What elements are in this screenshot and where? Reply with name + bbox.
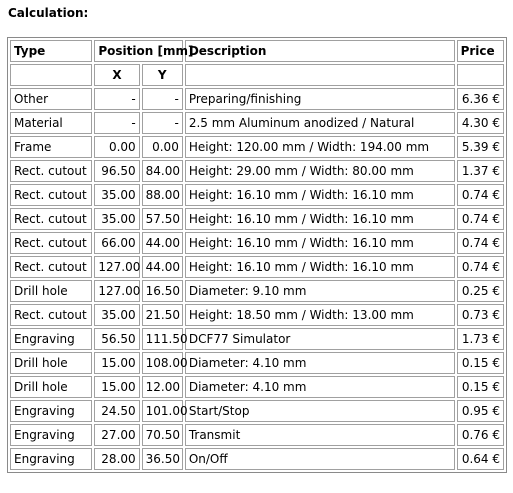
- cell-price: 1.73 €: [457, 328, 504, 350]
- cell-type: Rect. cutout: [10, 304, 92, 326]
- table-row: [10, 208, 504, 230]
- cell-x: 96.50: [94, 160, 139, 182]
- cell-y: 12.00: [142, 376, 183, 398]
- cell-x: 0.00: [94, 136, 139, 158]
- cell-x: 27.00: [94, 424, 139, 446]
- table-row: [10, 280, 504, 302]
- table-row: [10, 400, 504, 422]
- cell-type: Rect. cutout: [10, 208, 92, 230]
- header-type: Type: [10, 40, 92, 62]
- cell-type: Rect. cutout: [10, 160, 92, 182]
- cell-price: 0.73 €: [457, 304, 504, 326]
- cell-type: Rect. cutout: [10, 232, 92, 254]
- table-row: [10, 328, 504, 350]
- cell-type: Rect. cutout: [10, 184, 92, 206]
- cell-description: Height: 18.50 mm / Width: 13.00 mm: [185, 304, 455, 326]
- cell-description: Transmit: [185, 424, 455, 446]
- header-y: Y: [142, 64, 183, 86]
- subheader-empty-type: [10, 64, 92, 86]
- cell-description: Start/Stop: [185, 400, 455, 422]
- cell-y: 84.00: [142, 160, 183, 182]
- cell-y: 36.50: [142, 448, 183, 470]
- cell-price: 0.74 €: [457, 256, 504, 278]
- subheader-row: [10, 64, 504, 86]
- table-row: [10, 88, 504, 110]
- cell-x: 127.00: [94, 280, 139, 302]
- cell-price: 4.30 €: [457, 112, 504, 134]
- cell-type: Drill hole: [10, 352, 92, 374]
- table-row: [10, 160, 504, 182]
- cell-type: Engraving: [10, 448, 92, 470]
- cell-y: 108.00: [142, 352, 183, 374]
- cell-x: -: [94, 88, 139, 110]
- table-row: [10, 424, 504, 446]
- cell-y: -: [142, 112, 183, 134]
- cell-description: Height: 16.10 mm / Width: 16.10 mm: [185, 232, 455, 254]
- table-row: [10, 184, 504, 206]
- subheader-empty-price: [457, 64, 504, 86]
- cell-y: 70.50: [142, 424, 183, 446]
- table-row: [10, 376, 504, 398]
- cell-description: DCF77 Simulator: [185, 328, 455, 350]
- cell-description: Height: 29.00 mm / Width: 80.00 mm: [185, 160, 455, 182]
- cell-description: Height: 16.10 mm / Width: 16.10 mm: [185, 208, 455, 230]
- cell-x: 24.50: [94, 400, 139, 422]
- cell-y: 0.00: [142, 136, 183, 158]
- cell-x: 35.00: [94, 208, 139, 230]
- table-row: [10, 232, 504, 254]
- table-row: [10, 136, 504, 158]
- cell-description: On/Off: [185, 448, 455, 470]
- cell-price: 0.74 €: [457, 232, 504, 254]
- cell-y: 88.00: [142, 184, 183, 206]
- cell-type: Engraving: [10, 328, 92, 350]
- cell-type: Engraving: [10, 424, 92, 446]
- cell-price: 0.25 €: [457, 280, 504, 302]
- cell-type: Material: [10, 112, 92, 134]
- cell-x: 56.50: [94, 328, 139, 350]
- cell-price: 0.64 €: [457, 448, 504, 470]
- cell-y: 21.50: [142, 304, 183, 326]
- cell-x: 15.00: [94, 352, 139, 374]
- cell-x: 15.00: [94, 376, 139, 398]
- page-heading: Calculation:: [8, 6, 89, 20]
- cell-price: 0.76 €: [457, 424, 504, 446]
- cell-price: 0.95 €: [457, 400, 504, 422]
- header-description: Description: [185, 40, 455, 62]
- cell-description: Height: 120.00 mm / Width: 194.00 mm: [185, 136, 455, 158]
- header-x: X: [94, 64, 139, 86]
- cell-y: -: [142, 88, 183, 110]
- cell-description: Diameter: 4.10 mm: [185, 376, 455, 398]
- cell-y: 44.00: [142, 232, 183, 254]
- cell-y: 101.00: [142, 400, 183, 422]
- cell-description: Height: 16.10 mm / Width: 16.10 mm: [185, 256, 455, 278]
- cell-type: Engraving: [10, 400, 92, 422]
- table-row: [10, 112, 504, 134]
- calculation-table: [7, 37, 507, 473]
- cell-description: Height: 16.10 mm / Width: 16.10 mm: [185, 184, 455, 206]
- cell-description: 2.5 mm Aluminum anodized / Natural: [185, 112, 455, 134]
- cell-type: Other: [10, 88, 92, 110]
- cell-y: 44.00: [142, 256, 183, 278]
- table-row: [10, 448, 504, 470]
- cell-description: Diameter: 9.10 mm: [185, 280, 455, 302]
- table-row: [10, 304, 504, 326]
- cell-type: Drill hole: [10, 280, 92, 302]
- cell-y: 111.50: [142, 328, 183, 350]
- cell-price: 6.36 €: [457, 88, 504, 110]
- cell-type: Drill hole: [10, 376, 92, 398]
- cell-x: 28.00: [94, 448, 139, 470]
- table-row: [10, 352, 504, 374]
- header-position: Position [mm]: [94, 40, 182, 62]
- cell-x: -: [94, 112, 139, 134]
- table-row: [10, 256, 504, 278]
- cell-type: Rect. cutout: [10, 256, 92, 278]
- cell-price: 0.74 €: [457, 184, 504, 206]
- cell-description: Diameter: 4.10 mm: [185, 352, 455, 374]
- table-body: [10, 88, 504, 470]
- cell-price: 5.39 €: [457, 136, 504, 158]
- cell-x: 66.00: [94, 232, 139, 254]
- cell-x: 127.00: [94, 256, 139, 278]
- cell-price: 0.15 €: [457, 376, 504, 398]
- cell-price: 1.37 €: [457, 160, 504, 182]
- cell-y: 16.50: [142, 280, 183, 302]
- cell-price: 0.74 €: [457, 208, 504, 230]
- cell-y: 57.50: [142, 208, 183, 230]
- subheader-empty-description: [185, 64, 455, 86]
- header-row: [10, 40, 504, 62]
- cell-description: Preparing/finishing: [185, 88, 455, 110]
- header-price: Price: [457, 40, 504, 62]
- cell-type: Frame: [10, 136, 92, 158]
- cell-price: 0.15 €: [457, 352, 504, 374]
- cell-x: 35.00: [94, 304, 139, 326]
- cell-x: 35.00: [94, 184, 139, 206]
